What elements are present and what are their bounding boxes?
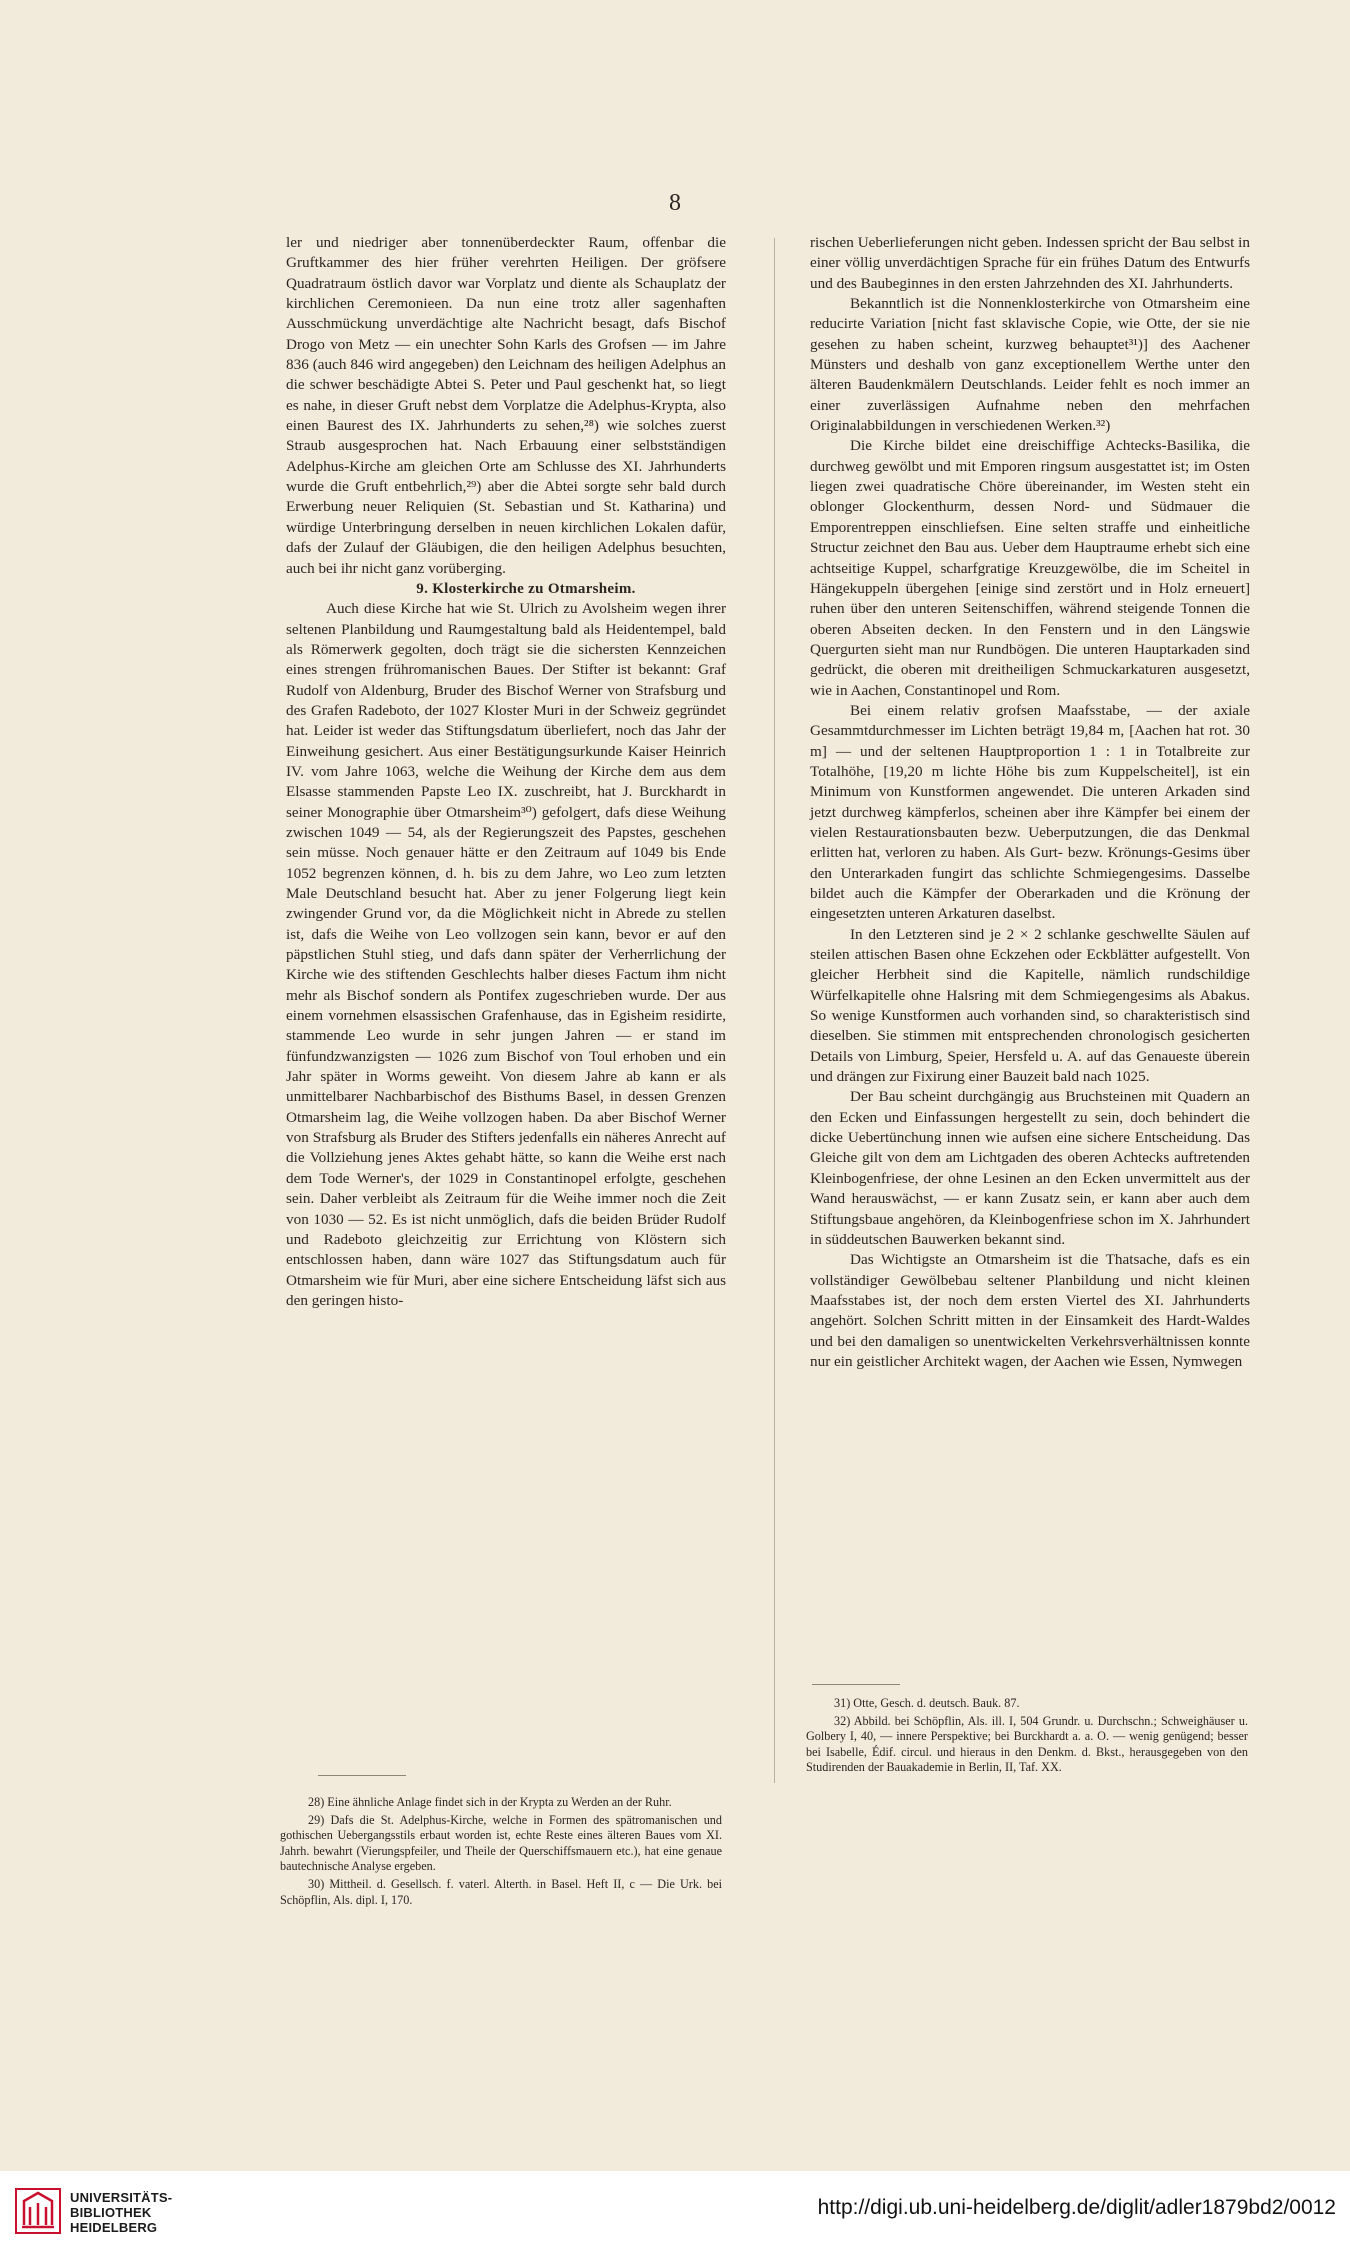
left-paragraph-2: Auch diese Kirche hat wie St. Ulrich zu Avolsheim wegen ihrer seltenen Planbildung und Raumgestaltung bald als Heidentempel, bald als Römerwerk gegolten, doch trägt sie die sichersten Kennzeichen eines strengen frühromanischen Baues. Der Stifter ist bekannt: Graf Rudolf von Aldenburg, Bruder des Bischof Werner von Strafsburg und des Grafen Radeboto, der 1027 Kloster Muri in der Schweiz gegründet hat. Leider ist weder das Stiftungsdatum überliefert, noch das Jahr der Einweihung gesichert. Aus einer Bestätigungsurkunde Kaiser Heinrich IV. vom Jahre 1063, welche die Weihung der Kirche dem aus dem Elsasse stammenden Papste Leo IX. zuschreibt, hat J. Burckhardt in seiner Monographie über Otmarsheim³⁰) gefolgert, dafs diese Weihung zwischen 1049 — 54, als der Regierungszeit des Papstes, geschehen sein müsse. Noch genauer hätte er den Zeitraum auf 1049 bis Ende 1052 begrenzen können, d. h. bis zu dem Jahre, wo Leo zum letzten Male Deutschland besucht hat. Aber zu jener Folgerung liegt kein zwingender Grund vor, da die Möglichkeit nicht in Abrede zu stellen ist, dafs die Weihe von Leo vollzogen sein kann, bevor er auf den päpstlichen Stuhl stieg, und dafs dann später der Verherrlichung der Kirche wie des stiftenden Geschlechts halber dieses Factum ihm nicht mehr als Bischof sondern als Pontifex zugeschrieben wurde. Der aus einem vornehmen elsassischen Grafenhause, das in Egisheim residirte, stammende Leo wurde in sehr jungen Jahren — er stand im fünfundzwanzigsten — 1026 zum Bischof von Toul erhoben und ein Jahr später in Worms geweiht. Von diesem Jahre ab kann er als unmittelbarer Nachbarbischof des Bisthums Basel, in dessen Grenzen Otmarsheim lag, die Weihe vollzogen haben. Da aber Bischof Werner von Strafsburg als Bruder des Stifters jedenfalls ein näheres Anrecht auf die Vollziehung jenes Aktes gehabt hätte, so kann die Weihe erst nach dem Tode Werner's, der 1029 in Constantinopel erfolgte, geschehen sein. Daher verbleibt als Zeitraum für die Weihe immer noch die Zeit von 1030 — 52. Es ist nicht unmöglich, dafs die beiden Brüder Rudolf und Radeboto gleichzeitig zur Errichtung von Klöstern sich entschlossen haben, dann wäre 1027 das Stiftungsdatum auch für Otmarsheim wie für Muri, aber eine sichere Entscheidung läfst sich aus den geringen histo- [286,600,726,1309]
right-paragraph-5: In den Letzteren sind je 2 × 2 schlanke geschwellte Säulen auf steilen attischen Basen ohne Eckzehen oder Eckblätter aufgestellt. Von gleicher Herbheit sind die Kapitelle, nämlich rundschildige Würfelkapitelle ohne Halsring mit dem Schmiegengesims als Abakus. So wenige Kunstformen auch vorhanden sind, so charakteristisch sind dieselben. Sie stimmen mit entsprechenden chronologisch gesicherten Details von Limburg, Speier, Hersfeld u. A. auf das Genaueste überein und drängen zur Fixirung einer Bauzeit bald nach 1025. [810,925,1250,1086]
library-name[interactable] [70,2190,172,2235]
library-name-line-3: HEIDELBERG [70,2220,158,2235]
footnote-31: 31) Otte, Gesch. d. deutsch. Bauk. 87. [834,1696,1020,1710]
footnote-32: 32) Abbild. bei Schöpflin, Als. ill. I, 504 Grundr. u. Durchschn.; Schweighäuser u. Golbery I, 40, — innere Perspektive; bei Burckhardt a. a. O. — wenig genügend; besser bei Isabelle, Édif. circul. und hieraus in den Denkm. d. Bkst., herausgegeben von den Studirenden der Bauakademie in Berlin, II, Taf. XX. [806,1713,1248,1775]
source-url-link[interactable]: http://digi.ub.uni-heidelberg.de/diglit/adler1879bd2/0012 [817,2196,1336,2219]
column-divider [774,238,775,1783]
footnote-28: 28) Eine ähnliche Anlage findet sich in der Krypta zu Werden an der Ruhr. [308,1795,672,1809]
library-logo-icon[interactable] [14,2187,62,2235]
right-text-column [810,233,1250,1372]
right-paragraph-4: Bei einem relativ grofsen Maafsstabe, — der axiale Gesammtdurchmesser im Lichten beträgt 19,84 m, [Aachen hat rot. 30 m] — und der seltenen Hauptproportion 1 : 1 in Totalbreite zur Totalhöhe, [19,20 m lichte Höhe bis zum Kuppelscheitel], ist ein Minimum von Kunstformen angewendet. Die unteren Arkaden sind jetzt durchweg kämpferlos, scheinen aber ihre Kämpfer bei einem der vielen Restaurationsbauten bezw. Ueberputzungen, die das Denkmal erlitten hat, verloren zu haben. Als Gurt- bezw. Krönungs-Gesims über den Unterarkaden fungirt das schlichte Schmiegengesims. Dasselbe bildet auch die Kämpfer der Oberarkaden und die Krönung der eingesetzten unteren Arkaturen daselbst. [810,701,1250,923]
footnote-separator-right [812,1684,900,1685]
library-name-line-1: UNIVERSITÄTS- [70,2190,173,2205]
footnote-30: 30) Mittheil. d. Gesellsch. f. vaterl. Alterth. in Basel. Heft II, c — Die Urk. bei Schöpflin, Als. dipl. I, 170. [280,1876,722,1907]
library-name-line-2: BIBLIOTHEK [70,2205,152,2220]
footnote-29: 29) Dafs die St. Adelphus-Kirche, welche in Formen des spätromanischen und gothischen Uebergangsstils erbaut worden ist, echte Reste eines älteren Baues vom XI. Jahrh. bewahrt (Vierungspfeiler, und Theile der Querschiffsmauern etc.), hat eine genaue bautechnische Analyse ergeben. [280,1812,722,1874]
footer-bar [0,2171,1350,2251]
left-paragraph-1: ler und niedriger aber tonnenüberdeckter Raum, offenbar die Gruftkammer des hier früher verehrten Heiligen. Der gröfsere Quadratraum östlich davor war Vorplatz und diente als Schauplatz der kirchlichen Ceremonieen. Da nun eine trotz aller sagenhaften Ausschmückung unverdächtige alte Nachricht besagt, dafs Bischof Drogo von Metz — ein unechter Sohn Karls des Grofsen — im Jahre 836 (auch 846 wird angegeben) den Leichnam des heiligen Adelphus an die schwer beschädigte Abtei S. Peter und Paul geschenkt hat, so liegt es nahe, in dieser Gruft nebst dem Vorplatze die Adelphus-Krypta, also einen Baurest des IX. Jahrhunderts zu sehen,²⁸) wie solches zuerst Straub ausgesprochen hat. Nach Erbauung einer selbstständigen Adelphus-Kirche am gleichen Orte am Schlusse des XI. Jahrhunderts wurde die Gruft entbehrlich,²⁹) aber die Abtei sorgte sehr bald durch Erwerbung neuer Reliquien (St. Sebastian und St. Katharina) und würdige Unterbringung derselben in neuen kirchlichen Lokalen dafür, dafs der Zulauf der Gläubigen, die den heiligen Adelphus besuchten, auch bei ihr nicht ganz vorüberging. [286,234,726,577]
footnotes-right [806,1696,1248,1778]
section-heading: 9. Klosterkirche zu Otmarsheim. [416,580,636,597]
right-paragraph-3: Die Kirche bildet eine dreischiffige Achtecks-Basilika, die durchweg gewölbt und mit Emporen ringsum ausgestattet ist; im Osten liegen zwei quadratische Chöre übereinander, im Westen steht ein oblonger Glockenthurm, dessen Nord- und Südmauer die Emporentreppen einschliefsen. Eine selten straffe und einheitliche Structur zeichnet den Bau aus. Ueber dem Hauptraume erhebt sich eine achtseitige Kuppel, scharfgratige Kreuzgewölbe, die im Scheitel in Hängekuppeln übergehen [einige sind zerstört und in Holz erneuert] ruhen über den unteren Seitenschiffen, während steigende Tonnen die oberen Abseiten decken. In den Fenstern und in den Längswie Quergurten sieht man nur Rundbögen. Die unteren Hauptarkaden sind gedrückt, die oberen mit dreitheiligen Schmuckarkaturen ausgesetzt, wie in Aachen, Constantinopel und Rom. [810,437,1250,699]
footnote-separator-left [318,1775,406,1776]
page-number: 8 [669,190,681,216]
footnotes-left [280,1795,722,1910]
right-paragraph-6: Der Bau scheint durchgängig aus Bruchsteinen mit Quadern an den Ecken und Einfassungen hergestellt zu sein, doch behindert die dicke Uebertünchung innen wie aufsen eine sichere Entscheidung. Das Gleiche gilt von dem am Lichtgaden des oberen Achtecks auftretenden Kleinbogenfriese, der ohne Lesinen an den Ecken unvermittelt aus der Wand herauswächst, — er kann Zusatz sein, er kann aber auch dem Stiftungsbaue angehören, da Kleinbogenfriese schon im X. Jahrhundert in süddeutschen Bauwerken bekannt sind. [810,1088,1250,1248]
left-text-column [286,233,726,1311]
right-paragraph-7: Das Wichtigste an Otmarsheim ist die Thatsache, dafs es ein vollständiger Gewölbebau seltener Planbildung und nicht kleinen Maafsstabes ist, der noch dem ersten Viertel des XI. Jahrhunderts angehört. Solchen Schritt mitten in der Einsamkeit des Hardt-Waldes und bei den damaligen so unentwickelten Verkehrsverhältnissen konnte nur ein geistlicher Architekt wagen, der Aachen wie Essen, Nymwegen [810,1251,1250,1370]
right-paragraph-2: Bekanntlich ist die Nonnenklosterkirche von Otmarsheim eine reducirte Variation [nicht fast sklavische Copie, wie Otte, der sie nie gesehen zu haben scheint, kurzweg behauptet³¹)] des Aachener Münsters und deshalb von ganz exceptionellem Werthe unter den älteren Baudenkmälern Deutschlands. Leider fehlt es noch immer an einer zuverlässigen Aufnahme neben den mehrfachen Originalabbildungen in verschiedenen Werken.³²) [810,295,1250,435]
right-paragraph-1: rischen Ueberlieferungen nicht geben. Indessen spricht der Bau selbst in einer völlig unverdächtigen Sprache für ein frühes Datum des Entwurfs und des Baubeginnes in den ersten Jahrzehnden des XI. Jahrhunderts. [810,234,1250,292]
